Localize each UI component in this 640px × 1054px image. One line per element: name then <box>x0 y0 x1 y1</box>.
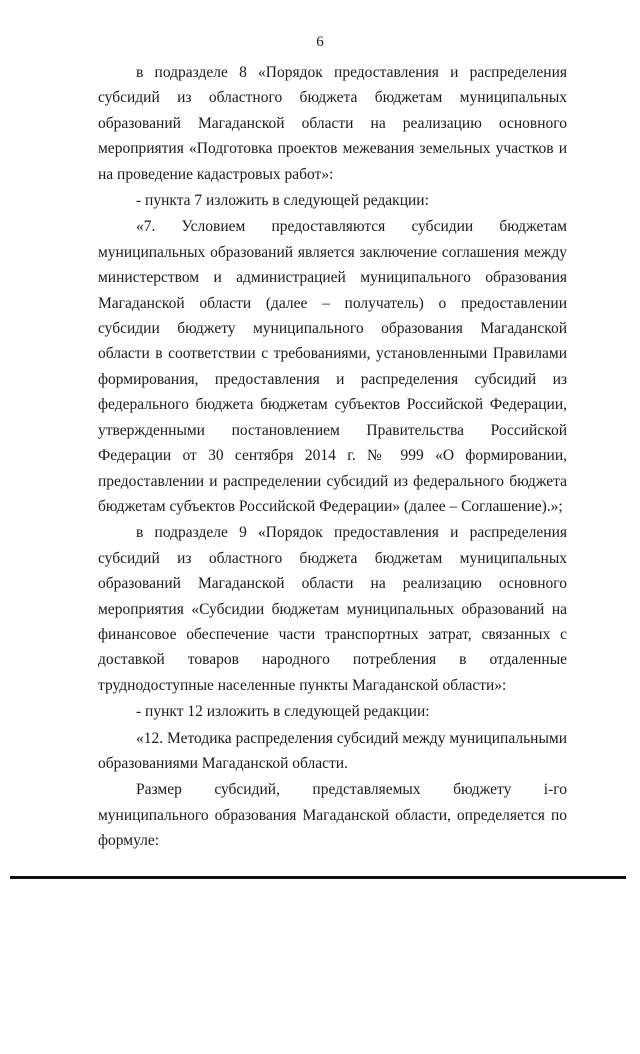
paragraph-formula-intro: Размер субсидий, представляемых бюджету i-го муниципального образования Магаданской области, определяется по формуле: <box>98 781 567 850</box>
horizontal-divider <box>10 876 626 879</box>
paragraph-point-12-heading: - пункт 12 изложить в следующей редакции: <box>136 703 430 721</box>
document-body <box>98 60 567 855</box>
paragraph-point-7-text: «7. Условием предоставляются субсидии бюджетам муниципальных образований является заключение соглашения между министерством и администрацией муниципального образования Магаданской области (далее – получатель) о предоставлении субсидии бюджету муниципального образования Магаданской области в соответствии с требованиями, установленными Правилами формирования, предоставления и распределения субсидий из федерального бюджета бюджетам субъектов Российской Федерации, утвержденными постановлением Правительства Российской Федерации от 30 сентября 2014 г. № 999 «О формировании, предоставлении и распределении субсидий из федерального бюджета бюджетам субъектов Российской Федерации» (далее – Соглашение).»; <box>98 218 567 515</box>
paragraph-point-12-text: «12. Методика распределения субсидий между муниципальными образованиями Магаданской области. <box>98 729 567 772</box>
page-number: 6 <box>316 34 324 50</box>
paragraph-subsection-8-intro: в подразделе 8 «Порядок предоставления и распределения субсидий из областного бюджета бюджетам муниципальных образований Магаданской области на реализацию основного мероприятия «Подготовка проектов межевания земельных участков и на проведение кадастровых работ»: <box>98 64 567 183</box>
paragraph-point-7-heading: - пункта 7 изложить в следующей редакции: <box>136 192 429 210</box>
paragraph-subsection-9-intro: в подразделе 9 «Порядок предоставления и распределения субсидий из областного бюджета бюджетам муниципальных образований Магаданской области на реализацию основного мероприятия «Субсидии бюджетам муниципальных образований на финансовое обеспечение части транспортных затрат, связанных с доставкой товаров народного потребления в отдаленные труднодоступные населенные пункты Магаданской области»: <box>98 524 567 694</box>
